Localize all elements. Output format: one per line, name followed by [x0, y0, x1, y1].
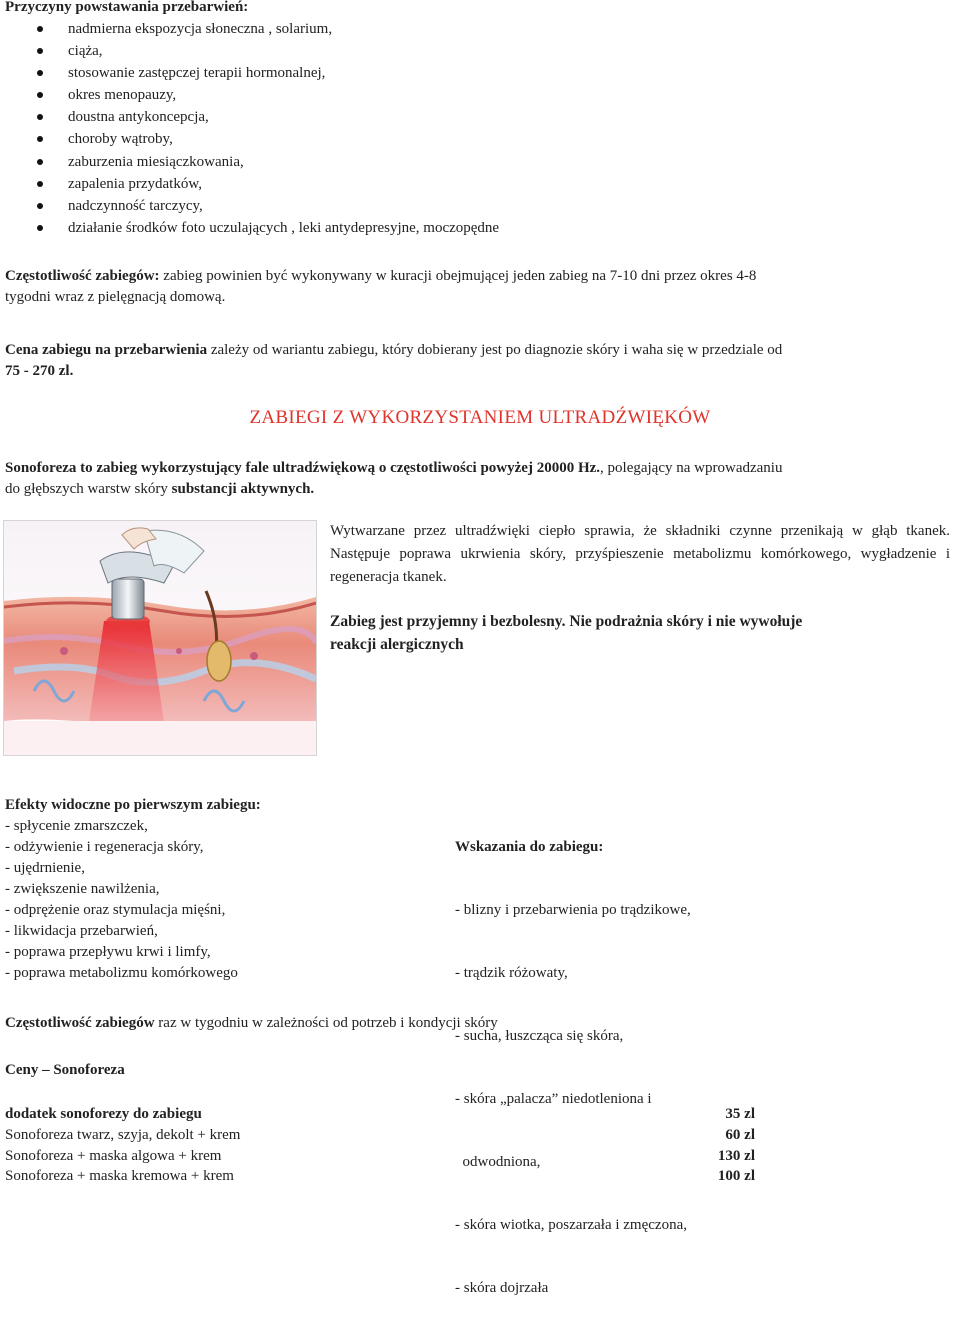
sonoforeza-line2: do głębszych warstw skóry — [5, 481, 172, 497]
price-row-name: Sonoforeza twarz, szyja, dekolt + krem — [5, 1127, 241, 1143]
list-item: - trądzik różowaty, — [455, 965, 568, 981]
list-item: - skóra „palacza” niedotleniona i — [455, 1091, 652, 1107]
indications-list — [455, 795, 691, 1320]
list-item: choroby wątroby, — [0, 128, 499, 150]
causes-list — [0, 18, 499, 239]
list-item: zapalenia przydatków, — [0, 173, 499, 195]
frequency2-paragraph — [5, 1013, 498, 1033]
list-item: - skóra wiotka, poszarzała i zmęczona, — [455, 1217, 687, 1233]
effects-title: Efekty widoczne po pierwszym zabiegu: — [5, 797, 261, 813]
list-item: - spłycenie zmarszczek, — [5, 818, 148, 834]
list-item: działanie środków foto uczulających , leki antydepresyjne, moczopędne — [0, 217, 499, 239]
list-item: - sucha, łuszcząca się skóra, — [455, 1028, 624, 1044]
frequency-text: zabieg powinien być wykonywany w kuracji obejmującej jeden zabieg na 7-10 dni przez okres 4-8 — [159, 268, 757, 284]
list-item: - poprawa metabolizmu komórkowego — [5, 965, 238, 981]
list-item: stosowanie zastępczej terapii hormonalnej, — [0, 62, 499, 84]
list-item: doustna antykoncepcja, — [0, 106, 499, 128]
effects-list — [5, 795, 261, 984]
price-range: 75 - 270 zl. — [5, 363, 74, 379]
indications-title: Wskazania do zabiegu: — [455, 839, 604, 855]
frequency2-text: raz w tygodniu w zależności od potrzeb i kondycji skóry — [154, 1015, 498, 1031]
list-item: nadczynność tarczycy, — [0, 195, 499, 217]
price-info-label: Cena zabiegu na przebarwienia — [5, 342, 208, 358]
prices-title: Ceny – Sonoforeza — [5, 1062, 125, 1078]
sonoforeza-definition-cont: , polegający na wprowadzaniu — [600, 460, 783, 476]
frequency-text-line2: tygodni wraz z pielęgnacją domową. — [5, 289, 226, 305]
sonoforeza-intro — [5, 458, 955, 500]
list-item: odwodniona, — [455, 1154, 541, 1170]
price-info-text: zależy od wariantu zabiegu, który dobierany jest po diagnozie skóry i waha się w przedziale od — [207, 342, 783, 358]
price-row-value: 100 zl — [717, 1168, 755, 1184]
list-item: okres menopauzy, — [0, 84, 499, 106]
price-row-name: dodatek sonoforezy do zabiegu — [5, 1106, 202, 1122]
list-item: - odprężenie oraz stymulacja mięśni, — [5, 902, 226, 918]
price-info-paragraph — [5, 340, 955, 382]
price-row-name: Sonoforeza + maska kremowa + krem — [5, 1168, 234, 1184]
list-item: - blizny i przebarwienia po trądzikowe, — [455, 902, 691, 918]
sonoforeza-definition: Sonoforeza to zabieg wykorzystujący fale ultradźwiękową o częstotliwości powyżej 20000 Hz. — [5, 460, 601, 476]
illustration-svg — [4, 521, 316, 755]
frequency2-label: Częstotliwość zabiegów — [5, 1015, 155, 1031]
list-item: nadmierna ekspozycja słoneczna , solarium, — [0, 18, 499, 40]
active-substances: substancji aktywnych. — [171, 481, 315, 497]
list-item: - poprawa przepływu krwi i limfy, — [5, 944, 211, 960]
price-row-value: 130 zl — [717, 1148, 755, 1164]
ultrasound-skin-treatment-illustration — [3, 520, 317, 756]
frequency-label: Częstotliwość zabiegów: — [5, 268, 160, 284]
list-item: - skóra dojrzała — [455, 1280, 549, 1296]
list-item: - ujędrnienie, — [5, 860, 85, 876]
price-row-value: 35 zl — [725, 1106, 755, 1122]
list-item: - odżywienie i regeneracja skóry, — [5, 839, 204, 855]
ultrasound-description: Wytwarzane przez ultradźwięki ciepło sprawia, że składniki czynne przenikają w głąb tkanek. Następuje poprawa ukrwienia skóry, przyśpieszenie metabolizmu komórkowego, wygładzenie i regeneracja tkanek. — [330, 523, 950, 585]
list-item: - zwiększenie nawilżenia, — [5, 881, 160, 897]
treatment-note-line2: reakcji alergicznych — [330, 636, 464, 653]
list-item: - likwidacja przebarwień, — [5, 923, 158, 939]
section-heading: ZABIEGI Z WYKORZYSTANIEM ULTRADŹWIĘKÓW — [249, 407, 711, 428]
causes-title: Przyczyny powstawania przebarwień: — [5, 0, 249, 15]
treatment-note-line1: Zabieg jest przyjemny i bezbolesny. Nie podrażnia skóry i nie wywołuje — [330, 613, 803, 630]
list-item: ciąża, — [0, 40, 499, 62]
price-row-value: 60 zl — [725, 1127, 755, 1143]
frequency-paragraph — [5, 266, 955, 308]
list-item: zaburzenia miesiączkowania, — [0, 151, 499, 173]
price-row-name: Sonoforeza + maska algowa + krem — [5, 1148, 222, 1164]
